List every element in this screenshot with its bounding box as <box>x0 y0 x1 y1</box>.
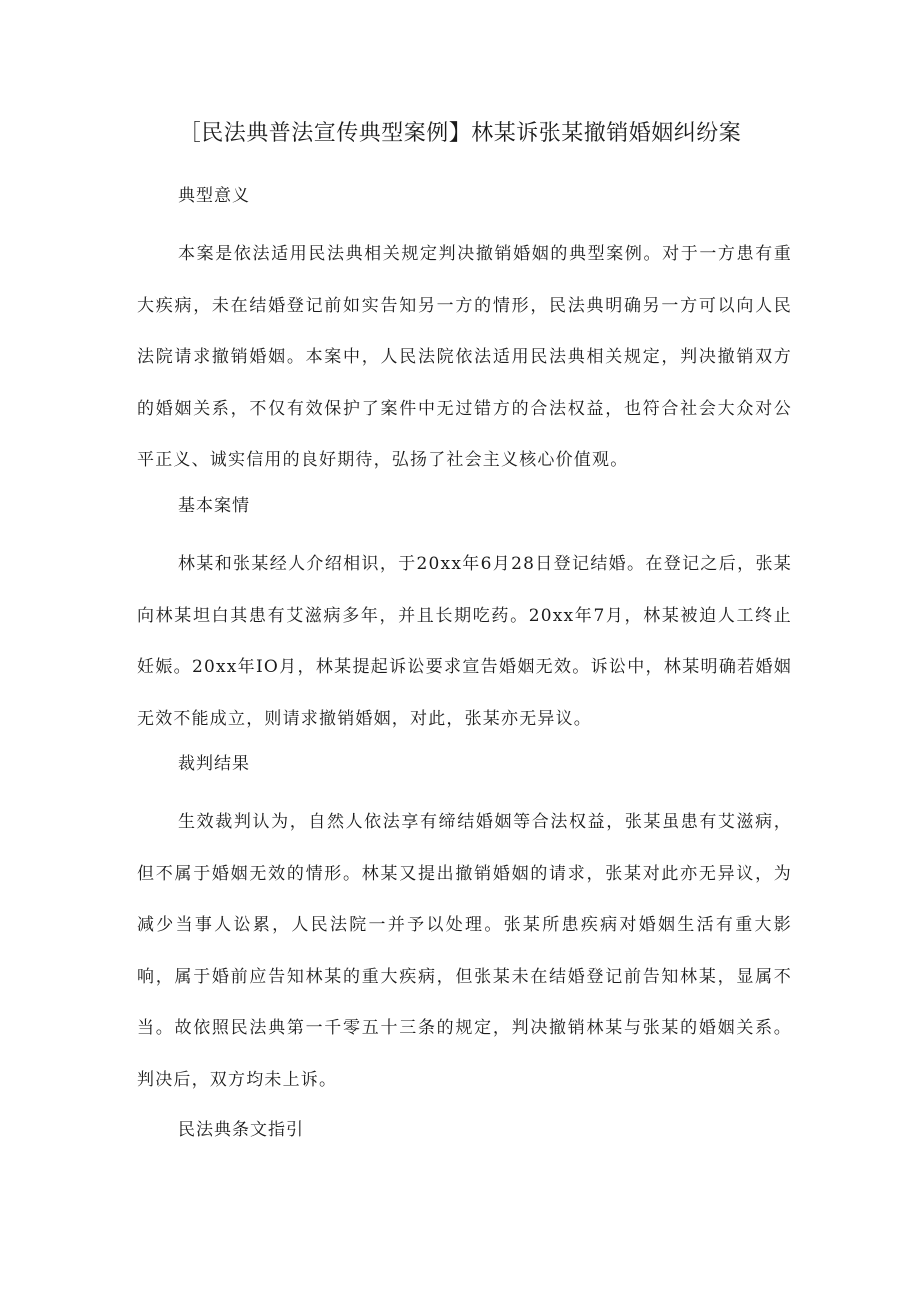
section-heading-code-reference: 民法典条文指引 <box>178 1120 304 1140</box>
section-body-facts: 林某和张某经人介绍相识，于20xx年6月28日登记结婚。在登记之后，张某向林某坦白其患有艾滋病多年，并且长期吃药。20xx年7月，林某被迫人工终止妊娠。20xx年IO月，林某提起诉讼要求宣告婚姻无效。诉讼中，林某明确若婚姻无效不能成立，则请求撤销婚姻，对此，张某亦无异议。 <box>137 554 792 729</box>
section-body-judgment: 生效裁判认为，自然人依法享有缔结婚姻等合法权益，张某虽患有艾滋病，但不属于婚姻无效的情形。林某又提出撤销婚姻的请求，张某对此亦无异议，为减少当事人讼累，人民法院一并予以处理。张某所患疾病对婚姻生活有重大影响，属于婚前应告知林某的重大疾病，但张某未在结婚登记前告知林某，显属不当。故依照民法典第一千零五十三条的规定，判决撤销林某与张某的婚姻关系。判决后，双方均未上诉。 <box>137 812 792 1090</box>
document-title: ［民法典普法宣传典型案例】林某诉张某撤销婚姻纠纷案 <box>178 121 742 146</box>
section-heading-judgment: 裁判结果 <box>178 754 250 774</box>
section-heading-significance: 典型意义 <box>178 186 250 206</box>
section-body-significance: 本案是依法适用民法典相关规定判决撤销婚姻的典型案例。对于一方患有重大疾病，未在结婚登记前如实告知另一方的情形，民法典明确另一方可以向人民法院请求撤销婚姻。本案中，人民法院依法适用民法典相关规定，判决撤销双方的婚姻关系，不仅有效保护了案件中无过错方的合法权益，也符合社会大众对公平正义、诚实信用的良好期待，弘扬了社会主义核心价值观。 <box>137 244 792 470</box>
section-heading-facts: 基本案情 <box>178 496 250 516</box>
